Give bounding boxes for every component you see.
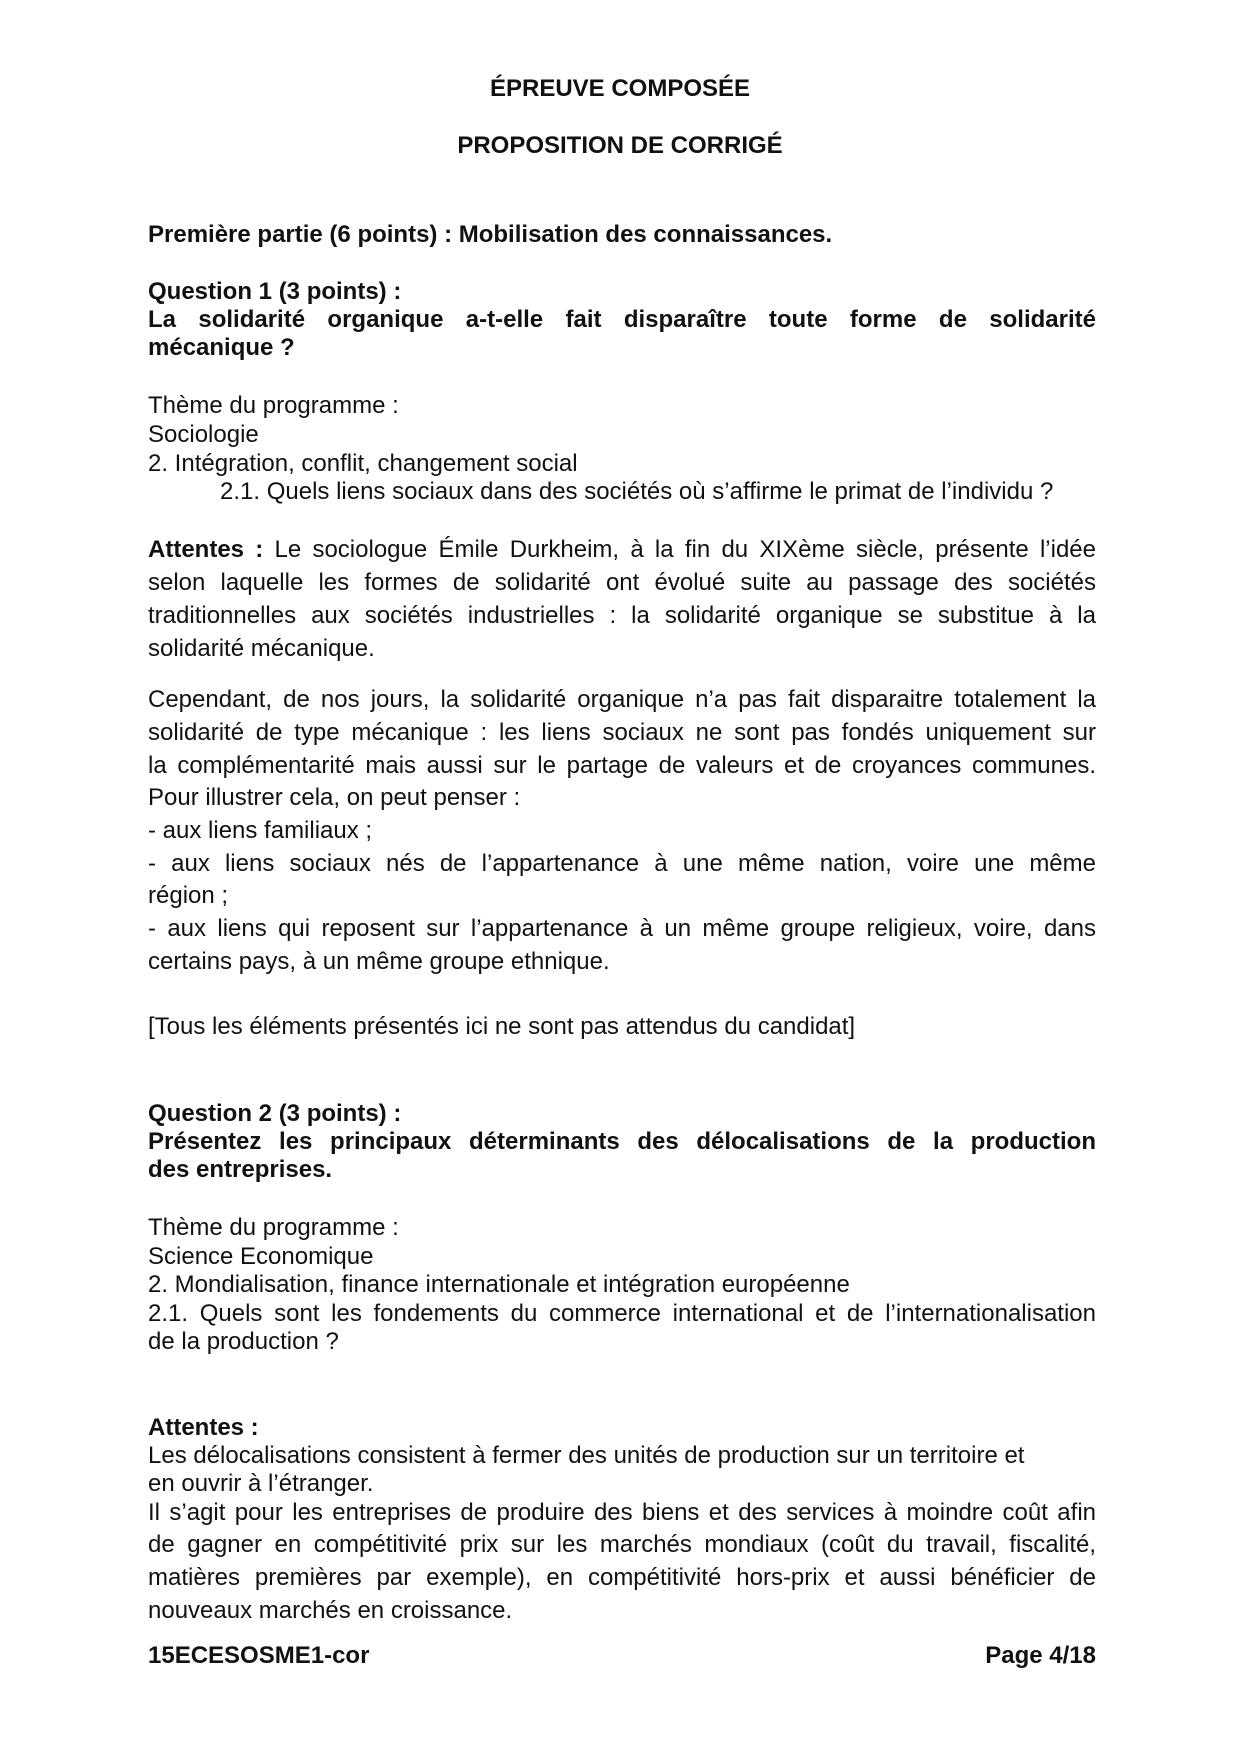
q1-attentes-text: Le sociologue Émile Durkheim, à la fin du XIXème siècle, présente l’idée <box>263 536 1096 563</box>
q1-label: Question 1 (3 points) : <box>148 278 402 305</box>
q1-list-item-3-cont: certains pays, à un même groupe ethnique. <box>148 948 610 975</box>
q2-attentes-label: Attentes : <box>148 1414 259 1441</box>
q1-attentes-line1 <box>148 535 1096 565</box>
q1-question-line1: La solidarité organique a-t-elle fait disparaître toute forme de solidarité <box>148 306 1096 333</box>
q1-list-item-3: - aux liens qui reposent sur l’appartenance à un même groupe religieux, voire, dans <box>148 915 1096 942</box>
footer-document-code: 15ECESOSME1-cor <box>148 1642 370 1669</box>
q1-note: [Tous les éléments présentés ici ne sont pas attendus du candidat] <box>148 1013 856 1040</box>
q2-attentes-line5: matières premières par exemple), en compétitivité hors-prix et aussi bénéficier de <box>148 1564 1096 1591</box>
q2-question-line2: des entreprises. <box>148 1156 333 1183</box>
document-title: ÉPREUVE COMPOSÉE <box>489 75 751 102</box>
q1-theme-subsection: 2.1. Quels liens sociaux dans des sociétés où s’affirme le primat de l’individu ? <box>220 478 1054 505</box>
q1-theme-section: 2. Intégration, conflit, changement social <box>148 450 578 477</box>
q1-theme-label: Thème du programme : <box>148 392 399 419</box>
q2-attentes-line3: Il s’agit pour les entreprises de produire des biens et des services à moindre coût afin <box>148 1499 1096 1526</box>
q2-theme-subsection-line1: 2.1. Quels sont les fondements du commerce international et de l’internationalisation <box>148 1300 1096 1327</box>
q1-attentes-line2: selon laquelle les formes de solidarité ont évolué suite au passage des sociétés <box>148 569 1096 596</box>
q1-attentes-line4: solidarité mécanique. <box>148 635 375 662</box>
q1-list-item-2-cont: région ; <box>148 882 229 909</box>
part1-heading: Première partie (6 points) : Mobilisation des connaissances. <box>148 221 833 248</box>
q1-question-line2: mécanique ? <box>148 334 295 361</box>
footer-page-number: Page 4/18 <box>985 1642 1096 1669</box>
q1-attentes-line3: traditionnelles aux sociétés industrielles : la solidarité organique se substitue à la <box>148 602 1096 629</box>
q1-p2-line2: solidarité de type mécanique : les liens sociaux ne sont pas fondés uniquement sur <box>148 719 1096 746</box>
q1-p2-line3: la complémentarité mais aussi sur le partage de valeurs et de croyances communes. <box>148 752 1096 779</box>
q1-list-item-1: - aux liens familiaux ; <box>148 817 373 844</box>
q2-label: Question 2 (3 points) : <box>148 1100 402 1127</box>
q1-p2-line1: Cependant, de nos jours, la solidarité organique n’a pas fait disparaitre totalement la <box>148 686 1096 713</box>
q1-theme-subject: Sociologie <box>148 421 259 448</box>
q2-theme-section: 2. Mondialisation, finance internationale et intégration européenne <box>148 1271 850 1298</box>
q2-theme-label: Thème du programme : <box>148 1214 399 1241</box>
q2-theme-subsection-line2: de la production ? <box>148 1328 339 1355</box>
q2-attentes-line1: Les délocalisations consistent à fermer des unités de production sur un territoire et <box>148 1442 1025 1469</box>
document-subtitle: PROPOSITION DE CORRIGÉ <box>457 132 783 159</box>
q1-list-item-2: - aux liens sociaux nés de l’appartenance à une même nation, voire une même <box>148 850 1096 877</box>
q1-attentes-label: Attentes : <box>148 536 264 563</box>
q1-p2-line4: Pour illustrer cela, on peut penser : <box>148 784 521 811</box>
q2-theme-subject: Science Economique <box>148 1243 374 1270</box>
q2-attentes-line6: nouveaux marchés en croissance. <box>148 1597 513 1624</box>
q2-attentes-line4: de gagner en compétitivité prix sur les marchés mondiaux (coût du travail, fiscalité, <box>148 1531 1096 1558</box>
q2-question-line1: Présentez les principaux déterminants des délocalisations de la production <box>148 1128 1096 1155</box>
q2-attentes-line2: en ouvrir à l’étranger. <box>148 1470 374 1497</box>
